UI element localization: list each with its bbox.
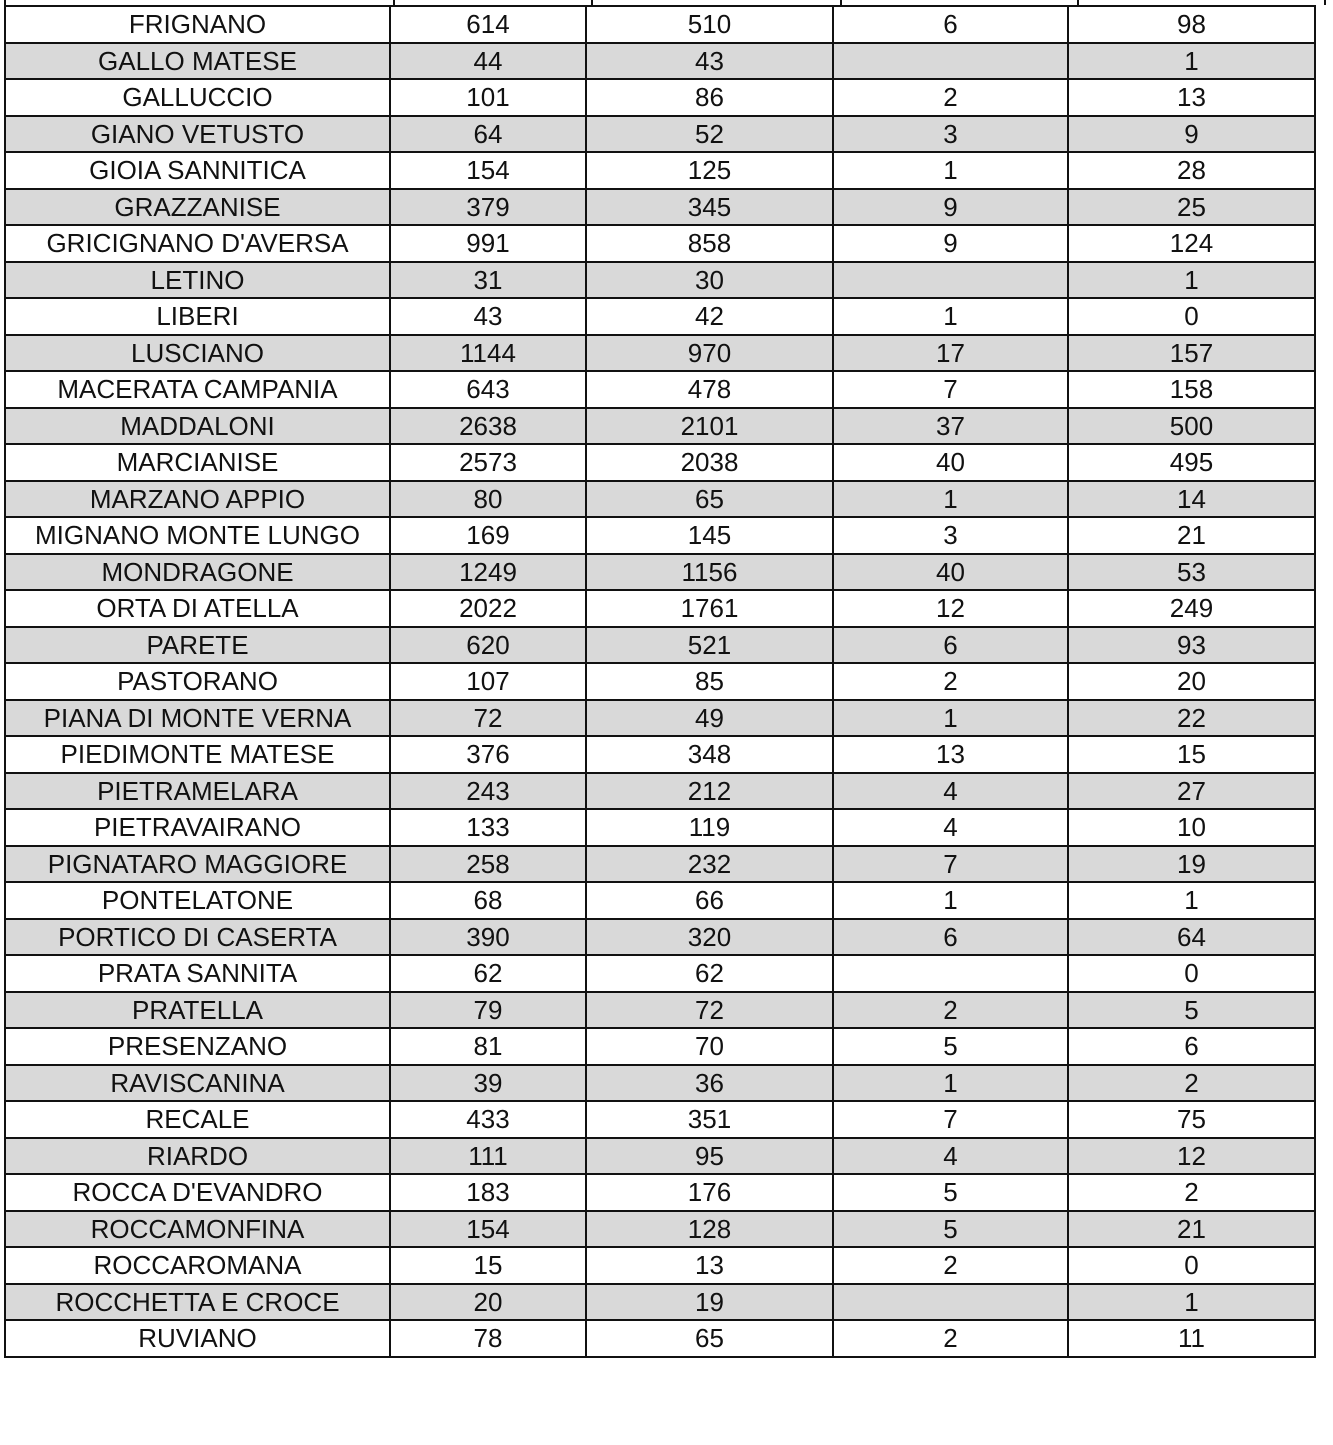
municipality-cell: PRATELLA xyxy=(5,992,390,1029)
value-cell-2: 351 xyxy=(586,1101,833,1138)
value-cell-1: 72 xyxy=(390,700,586,737)
value-cell-2: 65 xyxy=(586,1320,833,1357)
value-cell-3: 1 xyxy=(833,882,1068,919)
value-cell-2: 348 xyxy=(586,736,833,773)
value-cell-1: 169 xyxy=(390,517,586,554)
value-cell-4: 0 xyxy=(1068,298,1315,335)
value-cell-3: 7 xyxy=(833,846,1068,883)
table-row xyxy=(5,444,1315,481)
value-cell-4: 0 xyxy=(1068,1247,1315,1284)
value-cell-2: 72 xyxy=(586,992,833,1029)
value-cell-2: 176 xyxy=(586,1174,833,1211)
value-cell-4: 495 xyxy=(1068,444,1315,481)
table-row xyxy=(5,1138,1315,1175)
value-cell-3: 37 xyxy=(833,408,1068,445)
table-row xyxy=(5,1028,1315,1065)
value-cell-2: 43 xyxy=(586,43,833,80)
value-cell-2: 128 xyxy=(586,1211,833,1248)
table-row xyxy=(5,992,1315,1029)
value-cell-1: 133 xyxy=(390,809,586,846)
table-row xyxy=(5,590,1315,627)
value-cell-3 xyxy=(833,43,1068,80)
value-cell-2: 2038 xyxy=(586,444,833,481)
value-cell-1: 44 xyxy=(390,43,586,80)
value-cell-2: 970 xyxy=(586,335,833,372)
table-row xyxy=(5,846,1315,883)
value-cell-1: 243 xyxy=(390,773,586,810)
value-cell-4: 53 xyxy=(1068,554,1315,591)
value-cell-3: 5 xyxy=(833,1211,1068,1248)
value-cell-1: 433 xyxy=(390,1101,586,1138)
value-cell-1: 376 xyxy=(390,736,586,773)
value-cell-3: 5 xyxy=(833,1174,1068,1211)
value-cell-3: 6 xyxy=(833,919,1068,956)
value-cell-1: 643 xyxy=(390,371,586,408)
value-cell-1: 154 xyxy=(390,152,586,189)
municipality-cell: PARETE xyxy=(5,627,390,664)
value-cell-2: 19 xyxy=(586,1284,833,1321)
value-cell-4: 12 xyxy=(1068,1138,1315,1175)
value-cell-3: 1 xyxy=(833,298,1068,335)
municipality-cell: MARCIANISE xyxy=(5,444,390,481)
table-row xyxy=(5,6,1315,43)
value-cell-1: 154 xyxy=(390,1211,586,1248)
value-cell-2: 2101 xyxy=(586,408,833,445)
value-cell-3: 9 xyxy=(833,225,1068,262)
value-cell-2: 858 xyxy=(586,225,833,262)
value-cell-2: 1761 xyxy=(586,590,833,627)
value-cell-3: 7 xyxy=(833,1101,1068,1138)
table-row xyxy=(5,43,1315,80)
value-cell-2: 320 xyxy=(586,919,833,956)
municipality-cell: MIGNANO MONTE LUNGO xyxy=(5,517,390,554)
municipality-cell: MONDRAGONE xyxy=(5,554,390,591)
value-cell-2: 521 xyxy=(586,627,833,664)
value-cell-1: 20 xyxy=(390,1284,586,1321)
municipality-cell: PRESENZANO xyxy=(5,1028,390,1065)
value-cell-4: 1 xyxy=(1068,43,1315,80)
table-row xyxy=(5,1065,1315,1102)
value-cell-3: 1 xyxy=(833,152,1068,189)
value-cell-1: 2638 xyxy=(390,408,586,445)
table-row xyxy=(5,189,1315,226)
value-cell-3: 4 xyxy=(833,809,1068,846)
value-cell-3: 40 xyxy=(833,554,1068,591)
municipality-cell: LETINO xyxy=(5,262,390,299)
table-row xyxy=(5,298,1315,335)
value-cell-3: 12 xyxy=(833,590,1068,627)
value-cell-2: 478 xyxy=(586,371,833,408)
table-row xyxy=(5,955,1315,992)
municipality-cell: FRIGNANO xyxy=(5,6,390,43)
table-row xyxy=(5,919,1315,956)
table-row xyxy=(5,1320,1315,1357)
value-cell-2: 70 xyxy=(586,1028,833,1065)
value-cell-1: 107 xyxy=(390,663,586,700)
value-cell-4: 11 xyxy=(1068,1320,1315,1357)
value-cell-1: 101 xyxy=(390,79,586,116)
value-cell-2: 125 xyxy=(586,152,833,189)
value-cell-1: 2573 xyxy=(390,444,586,481)
table-row xyxy=(5,225,1315,262)
table-row xyxy=(5,809,1315,846)
value-cell-4: 21 xyxy=(1068,517,1315,554)
municipality-cell: PIGNATARO MAGGIORE xyxy=(5,846,390,883)
table-row xyxy=(5,773,1315,810)
municipality-cell: LIBERI xyxy=(5,298,390,335)
value-cell-2: 510 xyxy=(586,6,833,43)
municipality-cell: MADDALONI xyxy=(5,408,390,445)
value-cell-3: 9 xyxy=(833,189,1068,226)
value-cell-3: 6 xyxy=(833,627,1068,664)
municipality-data-table xyxy=(4,5,1316,1358)
value-cell-1: 15 xyxy=(390,1247,586,1284)
municipality-cell: MACERATA CAMPANIA xyxy=(5,371,390,408)
value-cell-4: 14 xyxy=(1068,481,1315,518)
municipality-cell: PONTELATONE xyxy=(5,882,390,919)
value-cell-4: 1 xyxy=(1068,882,1315,919)
table-row xyxy=(5,882,1315,919)
table-row xyxy=(5,1101,1315,1138)
municipality-cell: GRAZZANISE xyxy=(5,189,390,226)
value-cell-4: 124 xyxy=(1068,225,1315,262)
value-cell-1: 62 xyxy=(390,955,586,992)
value-cell-1: 79 xyxy=(390,992,586,1029)
municipality-cell: LUSCIANO xyxy=(5,335,390,372)
value-cell-4: 0 xyxy=(1068,955,1315,992)
table-row xyxy=(5,554,1315,591)
table-row xyxy=(5,1211,1315,1248)
value-cell-1: 80 xyxy=(390,481,586,518)
municipality-cell: ROCCA D'EVANDRO xyxy=(5,1174,390,1211)
value-cell-3: 2 xyxy=(833,1247,1068,1284)
value-cell-2: 119 xyxy=(586,809,833,846)
municipality-cell: PIEDIMONTE MATESE xyxy=(5,736,390,773)
municipality-cell: RAVISCANINA xyxy=(5,1065,390,1102)
value-cell-3: 2 xyxy=(833,79,1068,116)
value-cell-2: 42 xyxy=(586,298,833,335)
value-cell-4: 1 xyxy=(1068,262,1315,299)
value-cell-2: 49 xyxy=(586,700,833,737)
value-cell-3: 3 xyxy=(833,517,1068,554)
table-row xyxy=(5,1247,1315,1284)
municipality-cell: RECALE xyxy=(5,1101,390,1138)
value-cell-1: 64 xyxy=(390,116,586,153)
value-cell-1: 43 xyxy=(390,298,586,335)
value-cell-3: 1 xyxy=(833,700,1068,737)
value-cell-1: 620 xyxy=(390,627,586,664)
municipality-cell: GRICIGNANO D'AVERSA xyxy=(5,225,390,262)
value-cell-4: 25 xyxy=(1068,189,1315,226)
value-cell-4: 158 xyxy=(1068,371,1315,408)
table-row xyxy=(5,736,1315,773)
municipality-cell: PASTORANO xyxy=(5,663,390,700)
value-cell-1: 1144 xyxy=(390,335,586,372)
municipality-cell: ROCCAMONFINA xyxy=(5,1211,390,1248)
table-row xyxy=(5,627,1315,664)
value-cell-3: 2 xyxy=(833,663,1068,700)
municipality-cell: ROCCAROMANA xyxy=(5,1247,390,1284)
value-cell-4: 1 xyxy=(1068,1284,1315,1321)
municipality-cell: PIETRAVAIRANO xyxy=(5,809,390,846)
value-cell-3: 6 xyxy=(833,6,1068,43)
value-cell-4: 2 xyxy=(1068,1065,1315,1102)
value-cell-3 xyxy=(833,1284,1068,1321)
municipality-cell: PRATA SANNITA xyxy=(5,955,390,992)
value-cell-4: 9 xyxy=(1068,116,1315,153)
value-cell-1: 258 xyxy=(390,846,586,883)
value-cell-3: 40 xyxy=(833,444,1068,481)
value-cell-1: 2022 xyxy=(390,590,586,627)
municipality-cell: ROCCHETTA E CROCE xyxy=(5,1284,390,1321)
value-cell-4: 157 xyxy=(1068,335,1315,372)
value-cell-3: 13 xyxy=(833,736,1068,773)
value-cell-4: 6 xyxy=(1068,1028,1315,1065)
table-row xyxy=(5,663,1315,700)
value-cell-4: 15 xyxy=(1068,736,1315,773)
municipality-cell: GIOIA SANNITICA xyxy=(5,152,390,189)
value-cell-1: 614 xyxy=(390,6,586,43)
value-cell-2: 145 xyxy=(586,517,833,554)
table-row xyxy=(5,79,1315,116)
municipality-cell: PIETRAMELARA xyxy=(5,773,390,810)
value-cell-4: 20 xyxy=(1068,663,1315,700)
value-cell-2: 345 xyxy=(586,189,833,226)
value-cell-2: 232 xyxy=(586,846,833,883)
municipality-cell: MARZANO APPIO xyxy=(5,481,390,518)
value-cell-2: 212 xyxy=(586,773,833,810)
value-cell-4: 500 xyxy=(1068,408,1315,445)
municipality-cell: RIARDO xyxy=(5,1138,390,1175)
value-cell-3: 1 xyxy=(833,1065,1068,1102)
value-cell-2: 52 xyxy=(586,116,833,153)
value-cell-3 xyxy=(833,262,1068,299)
table-row xyxy=(5,408,1315,445)
municipality-cell: PORTICO DI CASERTA xyxy=(5,919,390,956)
value-cell-3: 5 xyxy=(833,1028,1068,1065)
value-cell-4: 2 xyxy=(1068,1174,1315,1211)
value-cell-1: 1249 xyxy=(390,554,586,591)
municipality-cell: PIANA DI MONTE VERNA xyxy=(5,700,390,737)
value-cell-2: 66 xyxy=(586,882,833,919)
value-cell-2: 62 xyxy=(586,955,833,992)
municipality-cell: RUVIANO xyxy=(5,1320,390,1357)
value-cell-3: 4 xyxy=(833,1138,1068,1175)
value-cell-4: 93 xyxy=(1068,627,1315,664)
value-cell-1: 183 xyxy=(390,1174,586,1211)
value-cell-4: 19 xyxy=(1068,846,1315,883)
value-cell-1: 78 xyxy=(390,1320,586,1357)
value-cell-4: 13 xyxy=(1068,79,1315,116)
table-row xyxy=(5,1174,1315,1211)
value-cell-2: 36 xyxy=(586,1065,833,1102)
value-cell-1: 68 xyxy=(390,882,586,919)
table-row xyxy=(5,517,1315,554)
table-row xyxy=(5,335,1315,372)
table-row xyxy=(5,116,1315,153)
table-row xyxy=(5,481,1315,518)
value-cell-1: 81 xyxy=(390,1028,586,1065)
value-cell-1: 39 xyxy=(390,1065,586,1102)
municipality-cell: ORTA DI ATELLA xyxy=(5,590,390,627)
value-cell-4: 5 xyxy=(1068,992,1315,1029)
value-cell-1: 390 xyxy=(390,919,586,956)
value-cell-1: 379 xyxy=(390,189,586,226)
municipality-cell: GALLO MATESE xyxy=(5,43,390,80)
table-row xyxy=(5,371,1315,408)
value-cell-2: 85 xyxy=(586,663,833,700)
value-cell-1: 991 xyxy=(390,225,586,262)
value-cell-4: 98 xyxy=(1068,6,1315,43)
value-cell-3 xyxy=(833,955,1068,992)
value-cell-4: 64 xyxy=(1068,919,1315,956)
table-row xyxy=(5,1284,1315,1321)
value-cell-4: 75 xyxy=(1068,1101,1315,1138)
value-cell-4: 21 xyxy=(1068,1211,1315,1248)
value-cell-4: 10 xyxy=(1068,809,1315,846)
value-cell-2: 30 xyxy=(586,262,833,299)
value-cell-2: 13 xyxy=(586,1247,833,1284)
value-cell-2: 1156 xyxy=(586,554,833,591)
value-cell-2: 86 xyxy=(586,79,833,116)
value-cell-3: 2 xyxy=(833,992,1068,1029)
value-cell-3: 3 xyxy=(833,116,1068,153)
value-cell-4: 28 xyxy=(1068,152,1315,189)
value-cell-1: 31 xyxy=(390,262,586,299)
value-cell-3: 7 xyxy=(833,371,1068,408)
value-cell-2: 95 xyxy=(586,1138,833,1175)
value-cell-3: 4 xyxy=(833,773,1068,810)
value-cell-4: 27 xyxy=(1068,773,1315,810)
municipality-cell: GALLUCCIO xyxy=(5,79,390,116)
value-cell-4: 22 xyxy=(1068,700,1315,737)
value-cell-1: 111 xyxy=(390,1138,586,1175)
value-cell-3: 17 xyxy=(833,335,1068,372)
municipality-cell: GIANO VETUSTO xyxy=(5,116,390,153)
value-cell-2: 65 xyxy=(586,481,833,518)
value-cell-3: 2 xyxy=(833,1320,1068,1357)
table-row xyxy=(5,700,1315,737)
table-row xyxy=(5,262,1315,299)
value-cell-4: 249 xyxy=(1068,590,1315,627)
table-row xyxy=(5,152,1315,189)
table-body xyxy=(5,6,1315,1357)
value-cell-3: 1 xyxy=(833,481,1068,518)
